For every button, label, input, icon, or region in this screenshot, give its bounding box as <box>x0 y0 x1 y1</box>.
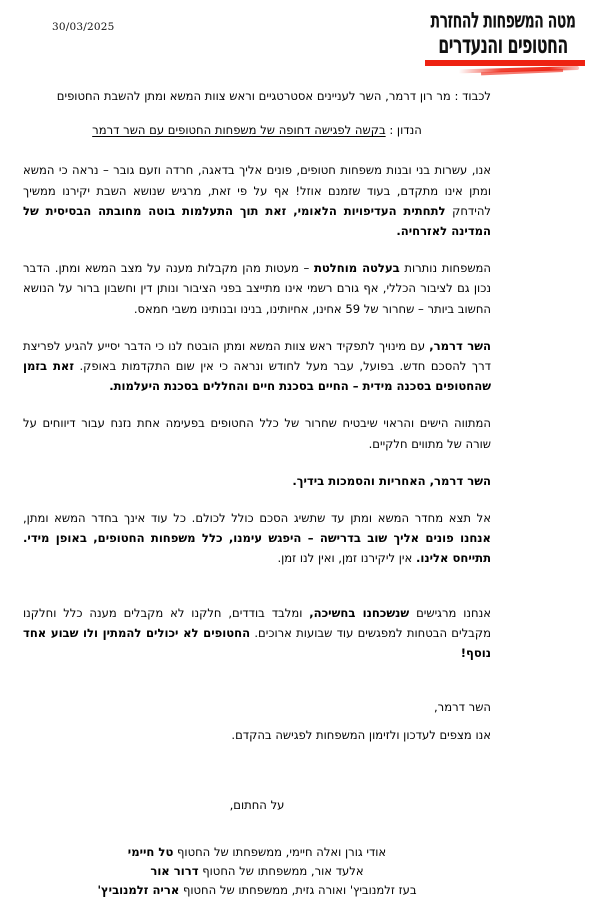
closing-spacer-mid <box>23 717 491 725</box>
addressee-label: לכבוד : <box>454 89 491 103</box>
subject-label: הנדון : <box>389 123 422 138</box>
paragraph-opening-part1: אנו, עשרות בני ובנות משפחות חטופים, פונים אליך בדאגה, חרדה וזעם גובר – נראה כי המשא ומתן אינו מתקדם, בעוד שזמנם אוזל! אף על פי זאת, מרגיש שנושא השבת יקירנו ממשיך להידחק <box>23 163 491 218</box>
logo-line-2: החטופים והנעדרים <box>438 29 568 59</box>
paragraph-families-darkness <box>23 258 491 319</box>
paragraph-minister-part1: עם מינויך לתפקיד ראש צוות המשא ומתן הובטח לנו כי הדבר יסייע להגיע לפריצת דרך להסכם חדש. בפועל, עבר מעל לחודש ונראה כי אין שום התקדמות באופק. <box>23 338 491 374</box>
subject-text: בקשה לפגישה דחופה של משפחות החטופים עם השר דרמר <box>92 123 386 138</box>
letter-body <box>23 86 491 900</box>
signature-label: על החתום, <box>229 798 285 813</box>
logo-brush-bar <box>425 60 585 66</box>
paragraph-forgotten <box>23 603 491 664</box>
logo-brush-stroke <box>419 60 587 72</box>
closing-addressee: השר דרמר, <box>434 700 491 715</box>
paragraph-responsibility <box>23 471 491 491</box>
paragraph-forgotten-emphasis2: החטופים לא יכולים להמתין ולו שבוע אחד נוסף! <box>23 625 491 661</box>
signatory-names: בעז זלמנוביץ' ואורה גזית, ממשפחתו של החטוף <box>179 883 417 898</box>
logo-line-1: מטה המשפחות להחזרת <box>430 9 576 34</box>
addressee-line <box>23 86 491 106</box>
paragraph-families-part2: – מעטות מהן מקבלות מענה על מצב המשא ומתן. הדבר נכון גם לציבור הכללי, אף גורם רשמי אינו מתייצב בפני הציבור ונותן דין וחשבון ברור על הנושא החשוב ביותר – שחרור של 59 אחינו, אחיותינו, בנינו ובנותינו משבי חמאס. <box>23 261 491 316</box>
paragraph-spacer <box>23 586 491 603</box>
paragraph-families-part1: המשפחות נותרות <box>399 261 491 276</box>
closing-spacer-top <box>23 680 491 697</box>
signatory-hostage-name: דרור אור <box>150 864 199 879</box>
paragraph-demand-emphasis: אנחנו פונים אליך שוב בדרישה – היפגש עימנו, כלל משפחות החטופים, באופן מידי. תתייחס אלינו. <box>23 531 491 566</box>
paragraph-minister-emphasis: זאת בזמן שהחטופים בסכנה מידית – החיים בסכנת חיים והחללים בסכנת היעלמות. <box>23 359 491 394</box>
signatory-hostage-name: אריה זלמנוביץ' <box>97 883 180 898</box>
signature-spacer <box>23 746 491 784</box>
paragraph-demand-part2: אין ליקירנו זמן, ואין לנו זמן. <box>277 551 416 566</box>
signatory-row <box>23 843 491 862</box>
organization-logo <box>419 11 587 72</box>
signatory-names: אלעד אור, ממשפחתו של החטוף <box>198 864 364 879</box>
signatory-row <box>23 862 491 881</box>
addressee-text: מר רון דרמר, השר לעניינים אסטרטגיים וראש צוות המשא ומתן להשבת החטופים <box>56 89 451 103</box>
paragraph-responsibility-text: השר דרמר, האחריות והסמכות בידיך. <box>292 473 491 488</box>
paragraph-forgotten-part2: ומלבד בודדים, חלקנו לא מקבלים מענה כלל וחלקנו מקבלים הבטחות למפגשים עוד שבועות ארוכים. <box>23 605 491 640</box>
paragraph-framework-text: המתווה הישים והראוי שיבטיח שחרור של כלל החטופים בפעימה אחת נזנח עבור דיווחים על שורה של מתווים חלקיים. <box>23 416 491 451</box>
paragraph-opening-emphasis: לתחתית העדיפויות הלאומי, זאת תוך התעלמות בוטה מחובתה הבסיסית של המדינה לאזרחיה. <box>23 203 491 239</box>
paragraph-framework <box>23 413 491 453</box>
subject-line <box>23 120 491 140</box>
signatory-hostage-name: טל חיימי <box>127 845 174 860</box>
closing-text: אנו מצפים לעדכון ולזימון המשפחות לפגישה בהקדם. <box>231 728 491 743</box>
signatory-row <box>23 881 491 900</box>
document-date: 30/03/2025 <box>52 21 115 33</box>
signatories-list <box>23 843 491 900</box>
paragraph-forgotten-part1: אנחנו מרגישים <box>409 605 491 620</box>
signatory-names: אודי גורן ואלה חיימי, ממשפחתו של החטוף <box>173 845 387 860</box>
paragraph-minister-name: השר דרמר, <box>429 338 491 353</box>
signature-spacer-2 <box>23 827 491 843</box>
paragraph-demand-part1: אל תצא מחדר המשא ומתן עד שתשיג הסכם כולל לכולם. כל עוד אינך בחדר המשא ומתן, <box>23 511 491 526</box>
paragraph-minister-appointment <box>23 336 491 397</box>
paragraph-demand <box>23 508 491 569</box>
paragraph-families-emphasis: בעלטה מוחלטת <box>313 261 400 276</box>
paragraph-opening <box>23 160 491 241</box>
letter-header <box>0 0 609 86</box>
paragraph-forgotten-emphasis1: שנשכחנו בחשיכה, <box>309 605 410 620</box>
